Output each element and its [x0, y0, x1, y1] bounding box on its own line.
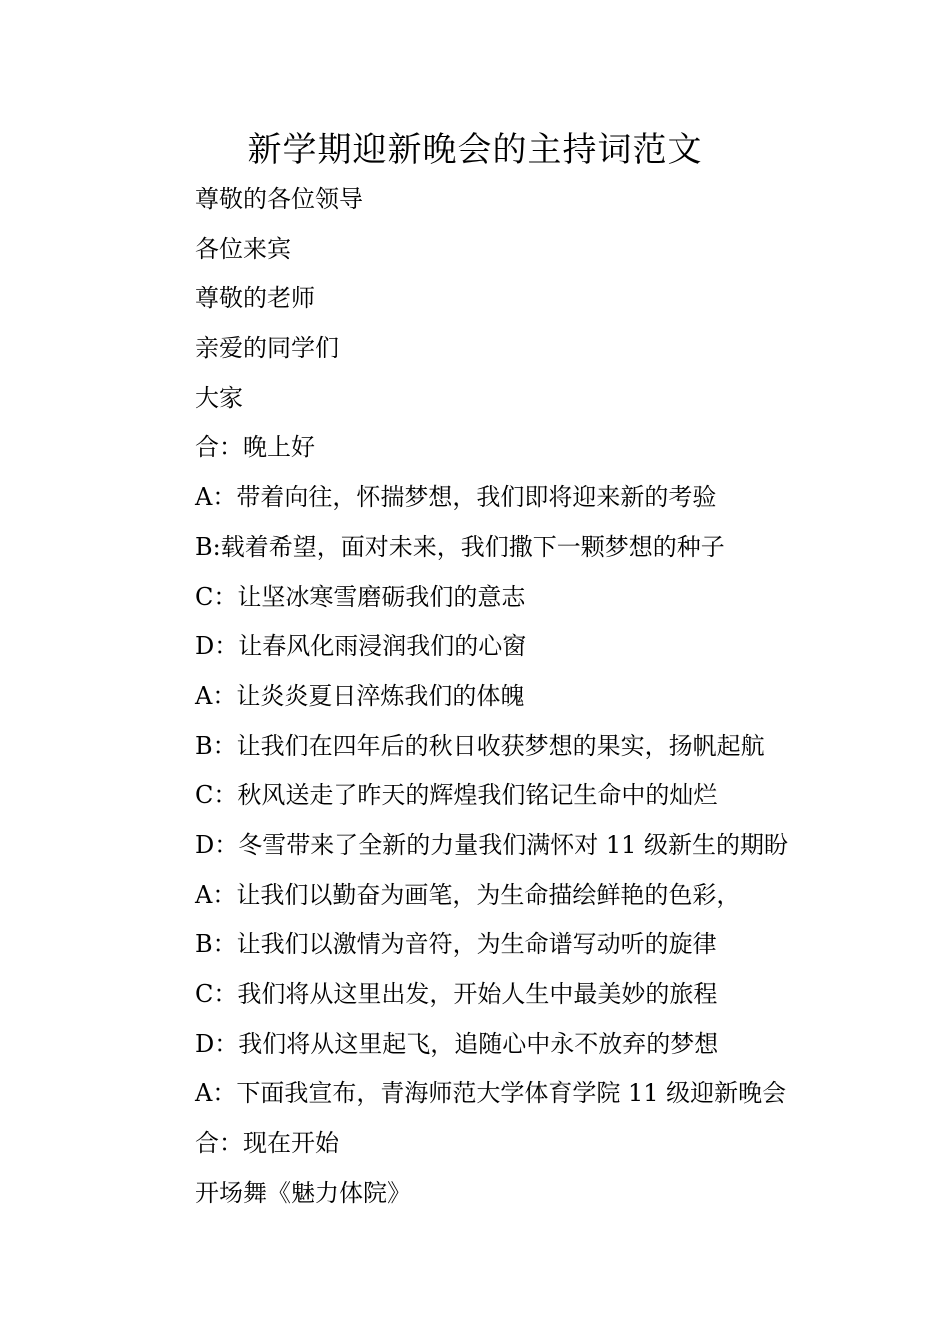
- script-line: B：让我们以激情为音符，为生命谱写动听的旋律: [195, 930, 717, 959]
- script-line: C：让坚冰寒雪磨砺我们的意志: [195, 582, 526, 611]
- script-line: C：我们将从这里出发，开始人生中最美妙的旅程: [195, 980, 718, 1008]
- script-line: 亲爱的同学们: [195, 334, 339, 363]
- script-line: A：让炎炎夏日淬炼我们的体魄: [195, 681, 525, 710]
- script-line: 大家: [195, 383, 243, 412]
- script-line: 合：晚上好: [195, 433, 315, 462]
- script-line: A：让我们以勤奋为画笔，为生命描绘鲜艳的色彩，: [195, 880, 741, 909]
- script-line: D：我们将从这里起飞，追随心中永不放弃的梦想: [195, 1029, 719, 1058]
- script-line: C：秋风送走了昨天的辉煌我们铭记生命中的灿烂: [195, 781, 718, 810]
- script-line: 开场舞《魅力体院》: [195, 1178, 411, 1207]
- script-line: 各位来宾: [195, 234, 291, 263]
- script-line: 尊敬的各位领导: [195, 185, 363, 213]
- script-line: A：下面我宣布，青海师范大学体育学院 11 级迎新晚会: [195, 1079, 787, 1108]
- script-line: 尊敬的老师: [195, 284, 315, 313]
- script-line: D：冬雪带来了全新的力量我们满怀对 11 级新生的期盼: [195, 830, 789, 859]
- script-line: B：让我们在四年后的秋日收获梦想的果实，扬帆起航: [195, 731, 765, 760]
- script-line: B:载着希望，面对未来，我们撒下一颗梦想的种子: [195, 532, 725, 561]
- script-lines: [195, 177, 895, 1220]
- script-line: D：让春风化雨浸润我们的心窗: [195, 632, 527, 661]
- script-line: 合：现在开始: [195, 1129, 339, 1158]
- script-line: A：带着向往，怀揣梦想，我们即将迎来新的考验: [195, 483, 717, 512]
- document-title: 新学期迎新晚会的主持词范文: [247, 130, 703, 170]
